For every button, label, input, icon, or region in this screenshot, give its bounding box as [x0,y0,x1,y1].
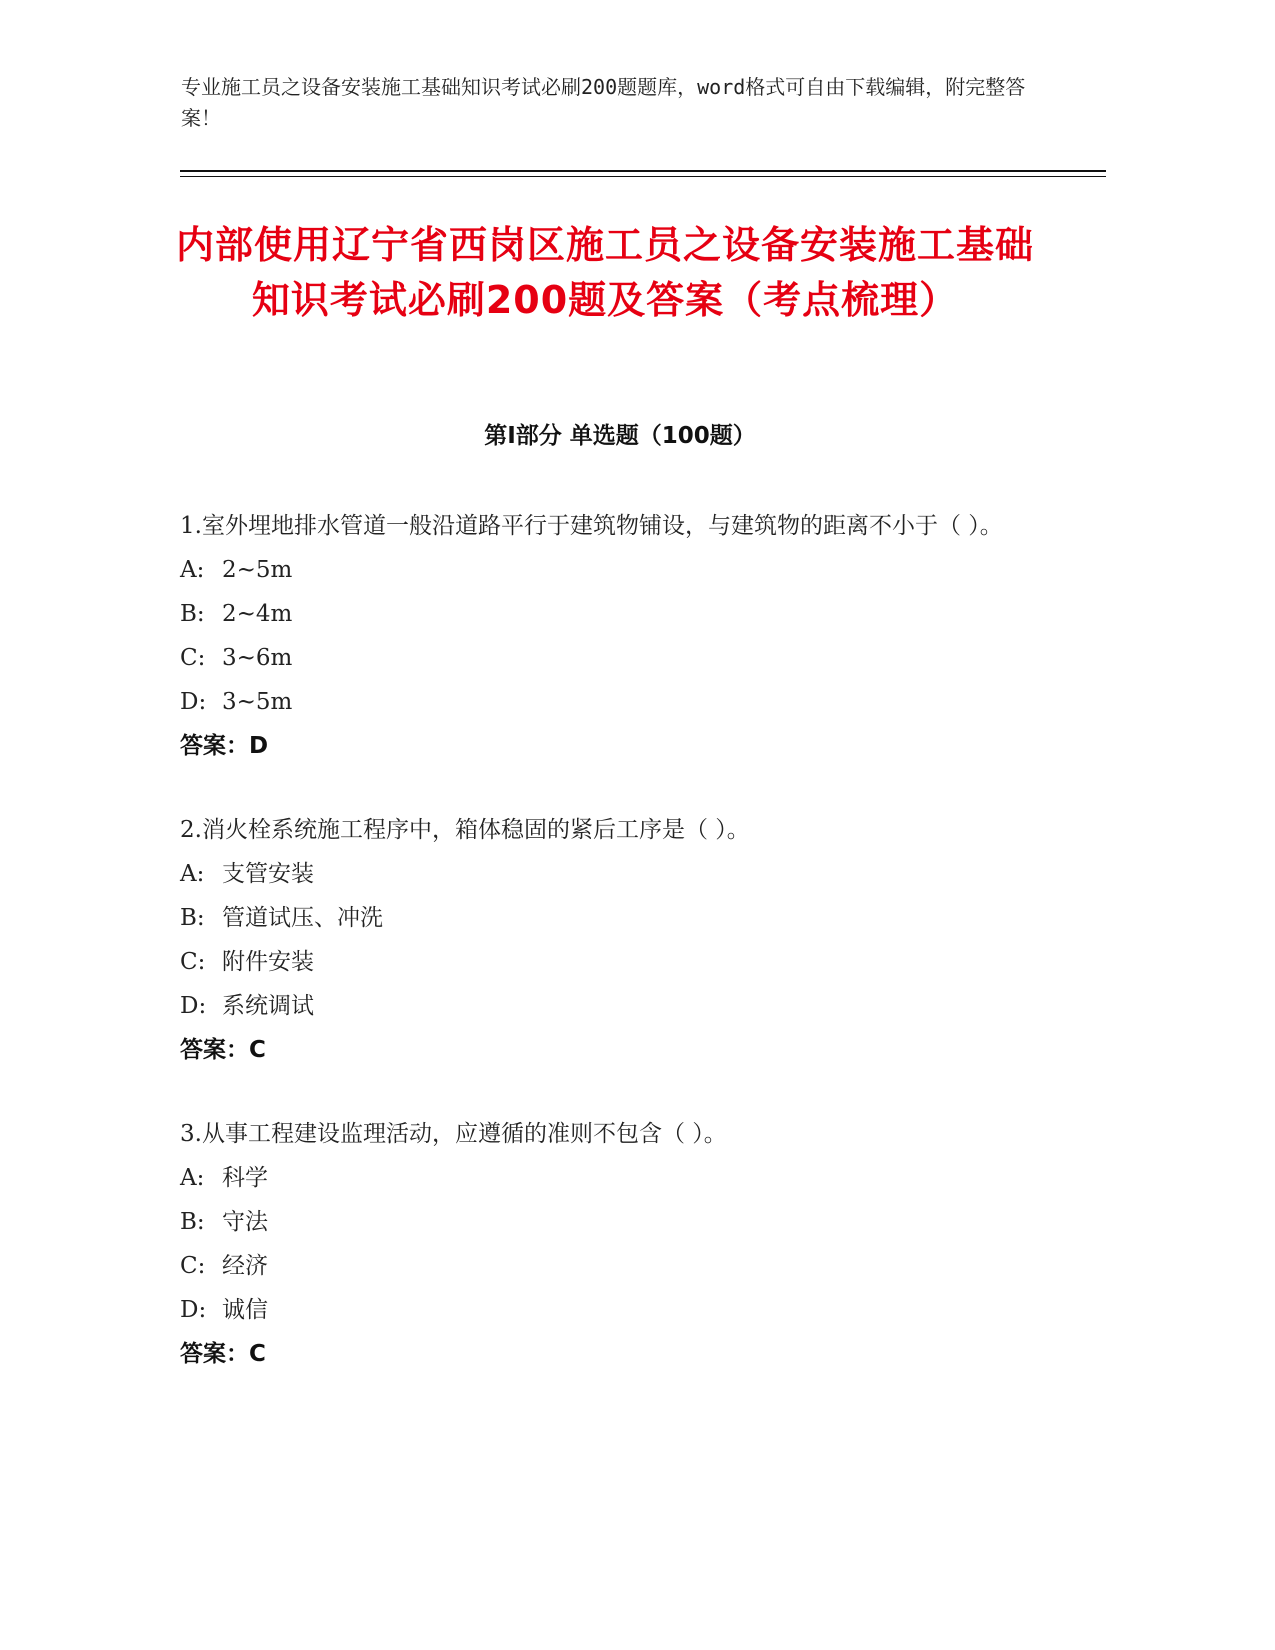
option-text: 2~5m [222,557,293,583]
header-rule-thick [180,170,1106,172]
option-text: 3~6m [222,645,293,671]
option-d [180,1288,1040,1332]
option-a [180,1156,1040,1200]
option-key: D: [180,1297,207,1323]
question-list [180,504,1040,1416]
answer-line: 答案：C [180,1037,266,1063]
question-2 [180,808,1040,1072]
header-note: 专业施工员之设备安装施工基础知识考试必刷200题题库，word格式可自由下载编辑，附完整答案！ [181,75,1026,130]
option-key: A: [180,1165,205,1191]
option-c [180,1244,1040,1288]
option-b [180,1200,1040,1244]
option-d [180,984,1040,1028]
question-3 [180,1112,1040,1376]
option-text: 2~4m [222,601,293,627]
question-text: 2.消火栓系统施工程序中，箱体稳固的紧后工序是（ ）。 [180,817,750,843]
option-key: A: [180,861,205,887]
option-text: 管道试压、冲洗 [222,905,383,931]
option-key: C: [180,949,206,975]
option-text: 诚信 [222,1297,268,1323]
option-key: B: [180,1209,205,1235]
option-b [180,592,1040,636]
option-key: B: [180,905,205,931]
option-key: C: [180,1253,206,1279]
option-text: 经济 [222,1253,268,1279]
question-text: 1.室外埋地排水管道一般沿道路平行于建筑物铺设，与建筑物的距离不小于（ ）。 [180,513,1003,539]
option-c [180,636,1040,680]
document-title: 内部使用辽宁省西岗区施工员之设备安装施工基础知识考试必刷200题及答案（考点梳理） [175,223,1034,322]
option-c [180,940,1040,984]
option-a [180,548,1040,592]
section-title: 第Ⅰ部分 单选题（100题） [484,423,756,449]
option-key: C: [180,645,206,671]
answer-line: 答案：D [180,733,269,759]
option-key: D: [180,993,207,1019]
option-text: 系统调试 [222,993,314,1019]
option-text: 守法 [222,1209,268,1235]
option-key: A: [180,557,205,583]
option-key: B: [180,601,205,627]
question-1 [180,504,1040,768]
option-text: 支管安装 [222,861,314,887]
option-text: 科学 [222,1165,268,1191]
option-b [180,896,1040,940]
option-a [180,852,1040,896]
question-text: 3.从事工程建设监理活动，应遵循的准则不包含（ ）。 [180,1121,727,1147]
option-text: 3~5m [222,689,293,715]
header-rule-thin [180,176,1106,177]
answer-line: 答案：C [180,1341,266,1367]
option-d [180,680,1040,724]
option-text: 附件安装 [222,949,314,975]
option-key: D: [180,689,207,715]
